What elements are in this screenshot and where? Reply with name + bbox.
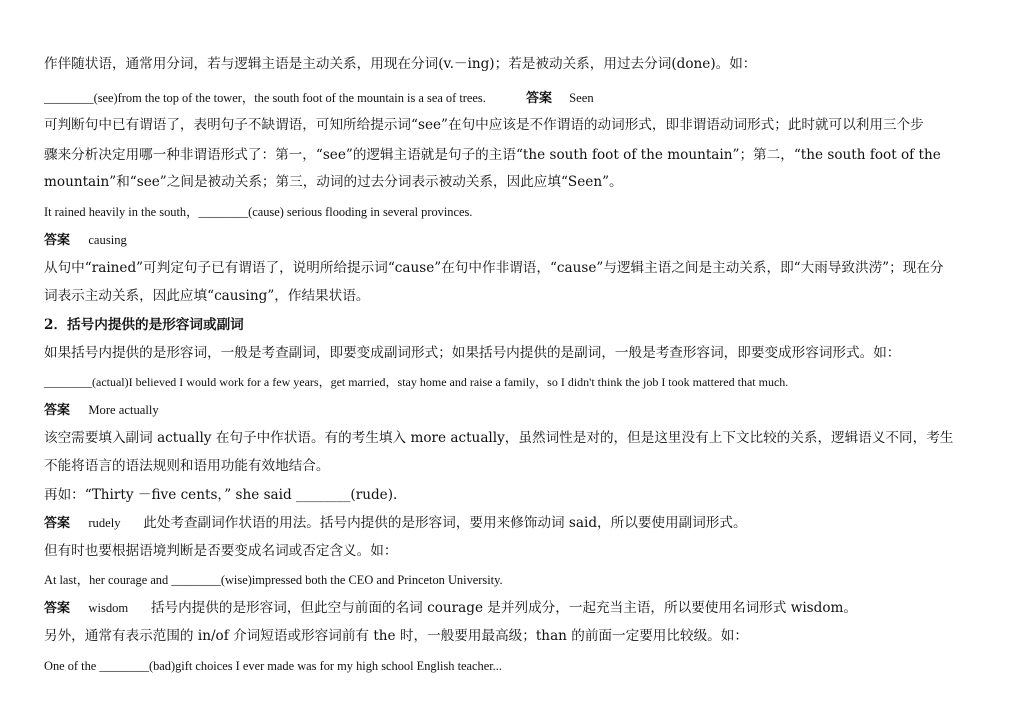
- answer-line: [44, 598, 984, 619]
- example-sentence-4: 再如：“Thirty －five cents，” she said ________(rude).: [44, 487, 398, 503]
- paragraph-line: 不能将语言的语法规则和语用功能有效地结合。: [44, 458, 330, 474]
- answer-label: 答案: [44, 233, 71, 248]
- example-sentence-1: [44, 88, 984, 109]
- paragraph-line: 作伴随状语，通常用分词，若与逻辑主语是主动关系，用现在分词(v.－ing)；若是被动关系，用过去分词(done)。如：: [44, 56, 757, 72]
- example-text: ________(see)from the top of the tower，the south foot of the mountain is a sea of trees.: [44, 91, 486, 105]
- paragraph-line: 词表示主动关系，因此应填“causing”，作结果状语。: [44, 288, 370, 304]
- answer-value: causing: [88, 233, 127, 247]
- paragraph-line: 可判断句中已有谓语了，表明句子不缺谓语，可知所给提示词“see”在句中应该是不作谓语的动词形式，即非谓语动词形式；此时就可以利用三个步: [44, 117, 924, 133]
- example-sentence-2: It rained heavily in the south，________(cause) serious flooding in several provinces.: [44, 205, 473, 219]
- paragraph-line: 骤来分析决定用哪一种非谓语形式了：第一，“see”的逻辑主语就是句子的主语“the south foot of the mountain”；第二，“the south foot of the: [44, 147, 941, 163]
- paragraph-line: 但有时也要根据语境判断是否要变成名词或否定含义。如：: [44, 543, 398, 559]
- paragraph-line: mountain”和“see”之间是被动关系；第三，动词的过去分词表示被动关系，因此应填“Seen”。: [44, 174, 623, 190]
- example-sentence-6: One of the ________(bad)gift choices I ever made was for my high school English teacher...: [44, 659, 502, 673]
- answer-value: Seen: [569, 91, 594, 105]
- answer-line: [44, 230, 984, 251]
- answer-label: 答案: [526, 91, 553, 106]
- paragraph-line: 从句中“rained”可判定句子已有谓语了，说明所给提示词“cause”在句中作非谓语，“cause”与逻辑主语之间是主动关系，即“大雨导致洪涝”；现在分: [44, 260, 944, 276]
- answer-label: 答案: [44, 516, 71, 531]
- example-sentence-5: At last，her courage and ________(wise)impressed both the CEO and Princeton University.: [44, 573, 503, 587]
- answer-label: 答案: [44, 403, 71, 418]
- answer-value: More actually: [88, 403, 159, 417]
- answer-label: 答案: [44, 601, 71, 616]
- answer-explanation: 括号内提供的是形容词，但此空与前面的名词 courage 是并列成分，一起充当主语，所以要使用名词形式 wisdom。: [150, 600, 858, 616]
- paragraph-line: 如果括号内提供的是形容词，一般是考查副词，即要变成副词形式；如果括号内提供的是副词，一般是考查形容词，即要变成形容词形式。如：: [44, 345, 901, 361]
- example-sentence-3: ________(actual)I believed I would work for a few years，get married，stay home and raise a family，so I didn't think the job I took mattered that much.: [44, 375, 789, 389]
- answer-value: wisdom: [88, 601, 129, 615]
- answer-explanation: 此处考查副词作状语的用法。括号内提供的是形容词，要用来修饰动词 said，所以要使用副词形式。: [143, 515, 747, 531]
- paragraph-line: 另外，通常有表示范围的 in/of 介词短语或形容词前有 the 时，一般要用最高级；than 的前面一定要用比较级。如：: [44, 628, 748, 644]
- answer-line: [44, 400, 984, 421]
- answer-line: [44, 513, 984, 534]
- answer-value: rudely: [88, 516, 121, 530]
- paragraph-line: 该空需要填入副词 actually 在句子中作状语。有的考生填入 more actually，虽然词性是对的，但是这里没有上下文比较的关系，逻辑语义不同，考生: [44, 430, 954, 446]
- section-heading: 2．括号内提供的是形容词或副词: [44, 317, 244, 333]
